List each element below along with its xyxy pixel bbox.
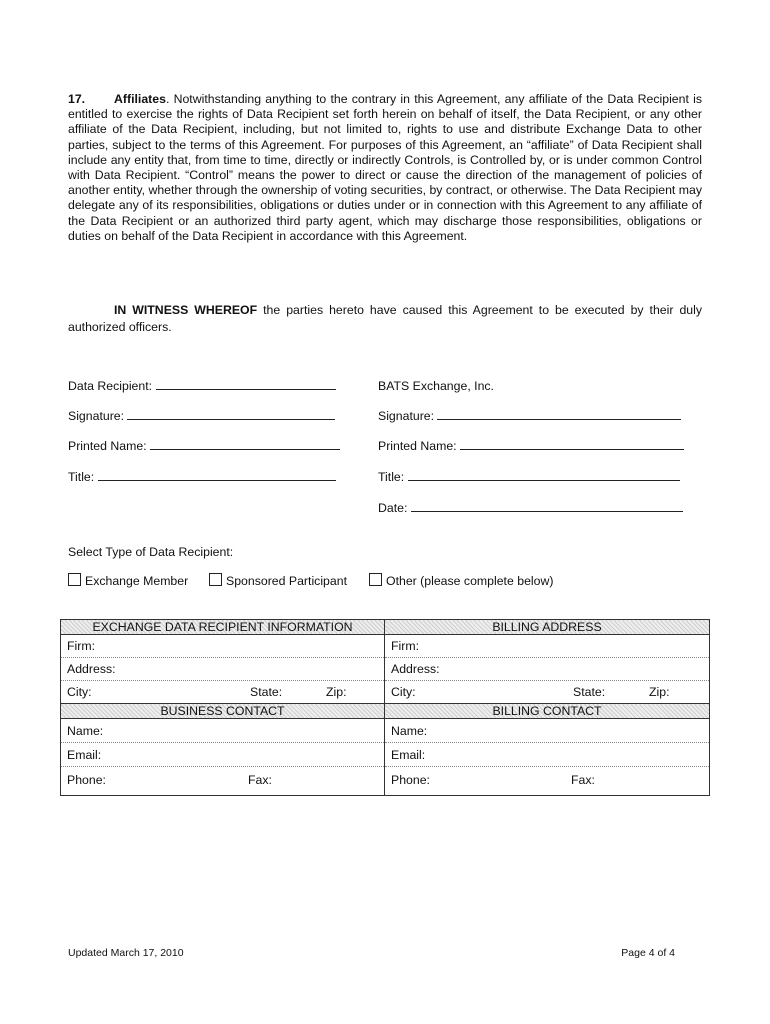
exchange-member-checkbox[interactable] <box>68 573 81 586</box>
recipient-info-table <box>60 619 710 796</box>
option-exchange-member[interactable] <box>68 572 188 590</box>
section-heading: Affiliates <box>114 92 166 106</box>
left-title-label: Title: <box>68 470 95 484</box>
billing-phone-label: Phone: <box>391 773 430 787</box>
address-field[interactable]: Address: <box>61 658 385 681</box>
billing-city-state-zip-field[interactable] <box>385 681 710 704</box>
contact-name-field[interactable]: Name: <box>61 719 385 743</box>
right-title-field[interactable] <box>408 468 680 481</box>
left-signature-label: Signature: <box>68 409 125 423</box>
billing-address-header: BILLING ADDRESS <box>385 620 710 635</box>
firm-row <box>61 635 710 658</box>
other-label: Other (please complete below) <box>386 574 554 588</box>
right-signature-row <box>378 407 681 425</box>
section-17 <box>68 92 702 244</box>
right-date-field[interactable] <box>411 499 683 512</box>
data-recipient-field[interactable] <box>156 377 336 390</box>
bats-company: BATS Exchange, Inc. <box>378 379 494 393</box>
zip-label: Zip: <box>326 685 347 699</box>
billing-city-label: City: <box>391 685 416 699</box>
billing-contact-name-field[interactable]: Name: <box>385 719 710 743</box>
recipient-type-prompt: Select Type of Data Recipient: <box>68 545 234 559</box>
footer-updated: Updated March 17, 2010 <box>68 947 184 959</box>
right-printed-name-label: Printed Name: <box>378 439 457 453</box>
data-recipient-label: Data Recipient: <box>68 379 153 393</box>
footer-page-number: Page 4 of 4 <box>621 947 675 959</box>
email-row <box>61 743 710 767</box>
left-title-field[interactable] <box>98 468 336 481</box>
witness-heading: IN WITNESS WHEREOF <box>114 303 258 317</box>
right-title-label: Title: <box>378 470 405 484</box>
city-row <box>61 681 710 704</box>
contact-email-field[interactable]: Email: <box>61 743 385 767</box>
right-title-row <box>378 468 680 486</box>
other-checkbox[interactable] <box>369 573 382 586</box>
left-signature-field[interactable] <box>127 407 335 420</box>
right-printed-name-field[interactable] <box>460 437 684 450</box>
city-state-zip-field[interactable] <box>61 681 385 704</box>
left-title-row <box>68 468 336 486</box>
fax-label: Fax: <box>248 773 272 787</box>
option-other[interactable] <box>369 572 553 590</box>
exchange-info-header: EXCHANGE DATA RECIPIENT INFORMATION <box>61 620 385 635</box>
exchange-member-label: Exchange Member <box>85 574 189 588</box>
sponsored-participant-label: Sponsored Participant <box>226 574 347 588</box>
witness-clause <box>68 302 702 336</box>
billing-contact-header: BILLING CONTACT <box>385 704 710 719</box>
billing-address-field[interactable]: Address: <box>385 658 710 681</box>
data-recipient-row <box>68 377 336 395</box>
section-number: 17. <box>68 92 86 106</box>
right-signature-label: Signature: <box>378 409 435 423</box>
contact-header-row <box>61 704 710 719</box>
city-label: City: <box>67 685 92 699</box>
option-sponsored-participant[interactable] <box>209 572 347 590</box>
address-row <box>61 658 710 681</box>
billing-contact-email-field[interactable]: Email: <box>385 743 710 767</box>
business-contact-header: BUSINESS CONTACT <box>61 704 385 719</box>
left-signature-row <box>68 407 335 425</box>
right-printed-name-row <box>378 437 684 455</box>
billing-fax-label: Fax: <box>571 773 595 787</box>
right-signature-field[interactable] <box>437 407 681 420</box>
firm-field[interactable]: Firm: <box>61 635 385 658</box>
left-printed-name-field[interactable] <box>150 437 340 450</box>
contact-phone-fax-field[interactable] <box>61 767 385 796</box>
billing-zip-label: Zip: <box>649 685 670 699</box>
billing-contact-phone-fax-field[interactable] <box>385 767 710 796</box>
left-printed-name-row <box>68 437 340 455</box>
info-header-row <box>61 620 710 635</box>
sponsored-participant-checkbox[interactable] <box>209 573 222 586</box>
phone-row <box>61 767 710 796</box>
section-body: . Notwithstanding anything to the contrary in this Agreement, any affiliate of the Data Recipient is entitled to exercise the rights of Data Recipient set forth herein on behalf of itself, the Data Recipient, or any other affiliate of the Data Recipient, including, but not limited to, rights to use and distribute Exchange Data to other parties, subject to the terms of this Agreement. For purposes of this Agreement, an “affiliate” of Data Recipient shall include any entity that, from time to time, directly or indirectly Controls, is Controlled by, or is under common Control with Data Recipient. “Control” means the power to direct or cause the direction of the management of policies of another entity, whether through the ownership of voting securities, by contract, or otherwise. The Data Recipient may delegate any of its responsibilities, obligations or duties under or in connection with this Agreement to any affiliate of the Data Recipient or an authorized third party agent, which may discharge those responsibilities, obligations or duties on behalf of the Data Recipient in accordance with this Agreement. <box>68 92 702 243</box>
name-row <box>61 719 710 743</box>
billing-firm-field[interactable]: Firm: <box>385 635 710 658</box>
right-date-row <box>378 499 683 517</box>
right-date-label: Date: <box>378 501 408 515</box>
left-printed-name-label: Printed Name: <box>68 439 147 453</box>
state-label: State: <box>250 685 283 699</box>
witness-body: the parties hereto have caused this Agreement to be executed by their duly authorized officers. <box>68 303 702 334</box>
billing-state-label: State: <box>573 685 606 699</box>
phone-label: Phone: <box>67 773 106 787</box>
